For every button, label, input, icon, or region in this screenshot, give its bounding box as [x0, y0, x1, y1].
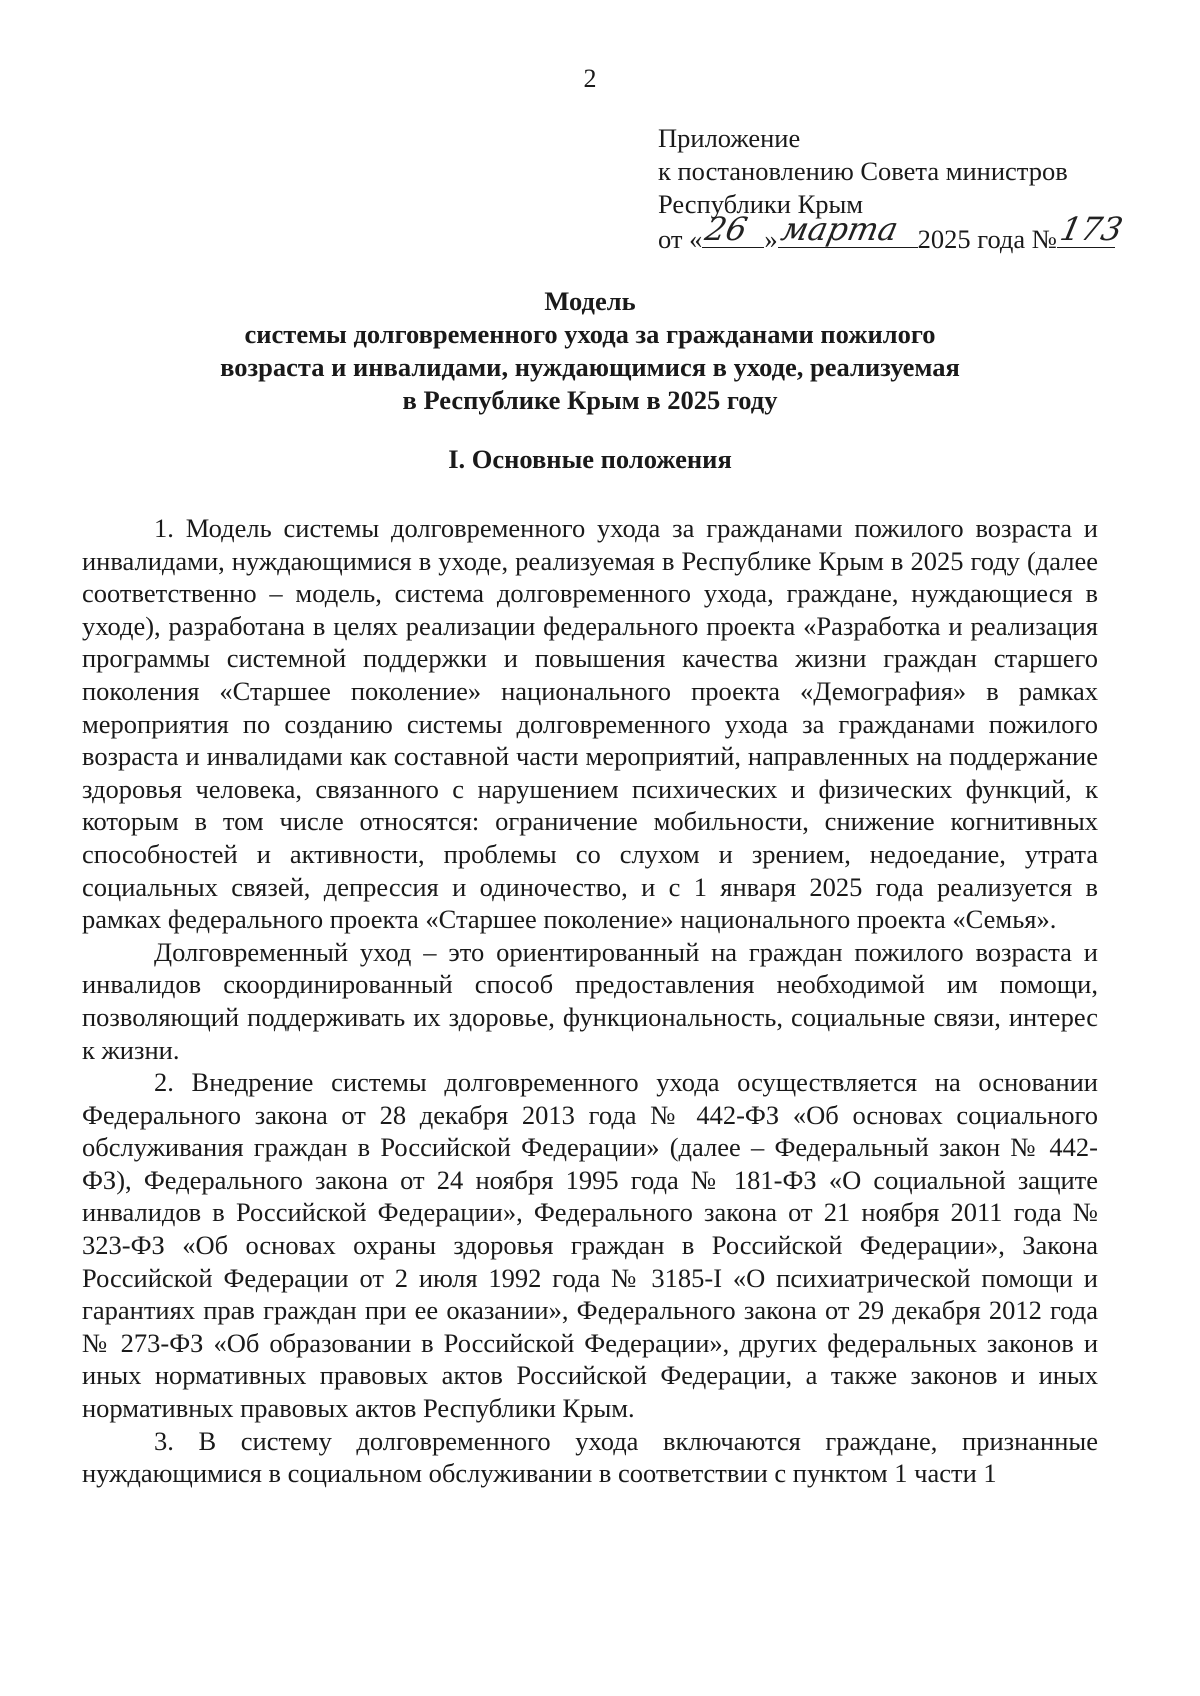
date-prefix: от « [658, 224, 703, 254]
paragraph-3: 2. Внедрение системы долговременного ухода осуществляется на основании Федерального закона от 28 декабря 2013 года № 442-ФЗ «Об основах социального обслуживания граждан в Российской Федерации» (далее – Федеральный закон № 442-ФЗ), Федерального закона от 24 ноября 1995 года № 181-ФЗ «О социальной защите инвалидов в Российской Федерации», Федерального закона от 21 ноября 2011 года № 323-ФЗ «Об основах охраны здоровья граждан в Российской Федерации», Закона Российской Федерации от 2 июля 1992 года № 3185-I «О психиатрической помощи и гарантиях прав граждан при ее оказании», Федерального закона от 29 декабря 2012 года № 273-ФЗ «Об образовании в Российской Федерации», других федеральных законов и иных нормативных правовых актов Российской Федерации, а также законов и иных нормативных правовых актов Республики Крым. [82, 1067, 1098, 1424]
document-title [80, 285, 1100, 417]
appendix-label: Приложение [658, 123, 801, 153]
date-month-field [777, 210, 918, 248]
paragraph-4: 3. В систему долговременного ухода включаются граждане, признанные нуждающимися в социальном обслуживании в соответствии с пунктом 1 части 1 [82, 1425, 1098, 1489]
appendix-date-line [658, 210, 1178, 256]
date-day-field [702, 210, 764, 248]
appendix-resolution-line: к постановлению Совета министров [658, 156, 1068, 186]
paragraph-1: 1. Модель системы долговременного ухода за гражданами пожилого возраста и инвалидами, нуждающимися в уходе, реализуемая в Республике Крым в 2025 году (далее соответственно – модель, система долговременного ухода, граждане, нуждающиеся в уходе), разработана в целях реализации федерального проекта «Разработка и реализация программы системной поддержки и повышения качества жизни граждан старшего поколения «Старшее поколение» национального проекта «Демография» в рамках мероприятия по созданию системы долговременного ухода за гражданами пожилого возраста и инвалидами как составной части мероприятий, направленных на поддержание здоровья человека, связанного с нарушением психических и физических функций, к которым в том числе относятся: ограничение мобильности, снижение когнитивных способностей и активности, проблемы со слухом и зрением, недоедание, утрата социальных связей, депрессия и одиночество, и с 1 января 2025 года реализуется в рамках федерального проекта «Старшее поколение» национального проекта «Семья». [82, 513, 1098, 935]
date-quote: » [764, 224, 778, 254]
doc-number-field [1057, 210, 1127, 248]
page-number: 2 [583, 64, 597, 93]
body-text [82, 512, 1098, 1490]
date-year-text: 2025 года № [917, 224, 1058, 254]
title-line-4: в Республике Крым в 2025 году [402, 385, 778, 415]
title-line-1: Модель [544, 286, 636, 316]
paragraph-2: Долговременный уход – это ориентированный на граждан пожилого возраста и инвалидов скоординированный способ предоставления необходимой им помощи, позволяющий поддерживать их здоровье, функциональность, социальные связи, интерес к жизни. [82, 936, 1098, 1065]
section-title: I. Основные положения [448, 444, 732, 474]
appendix-republic-line: Республики Крым [658, 189, 864, 219]
title-line-3: возраста и инвалидами, нуждающимися в уходе, реализуемая [220, 352, 960, 382]
appendix-header [658, 122, 1178, 256]
date-month-handwritten: марта [777, 210, 902, 248]
date-day-handwritten: 26 [702, 210, 752, 248]
doc-number-handwritten: 173 [1057, 210, 1127, 248]
title-line-2: системы долговременного ухода за гражданами пожилого [244, 319, 936, 349]
